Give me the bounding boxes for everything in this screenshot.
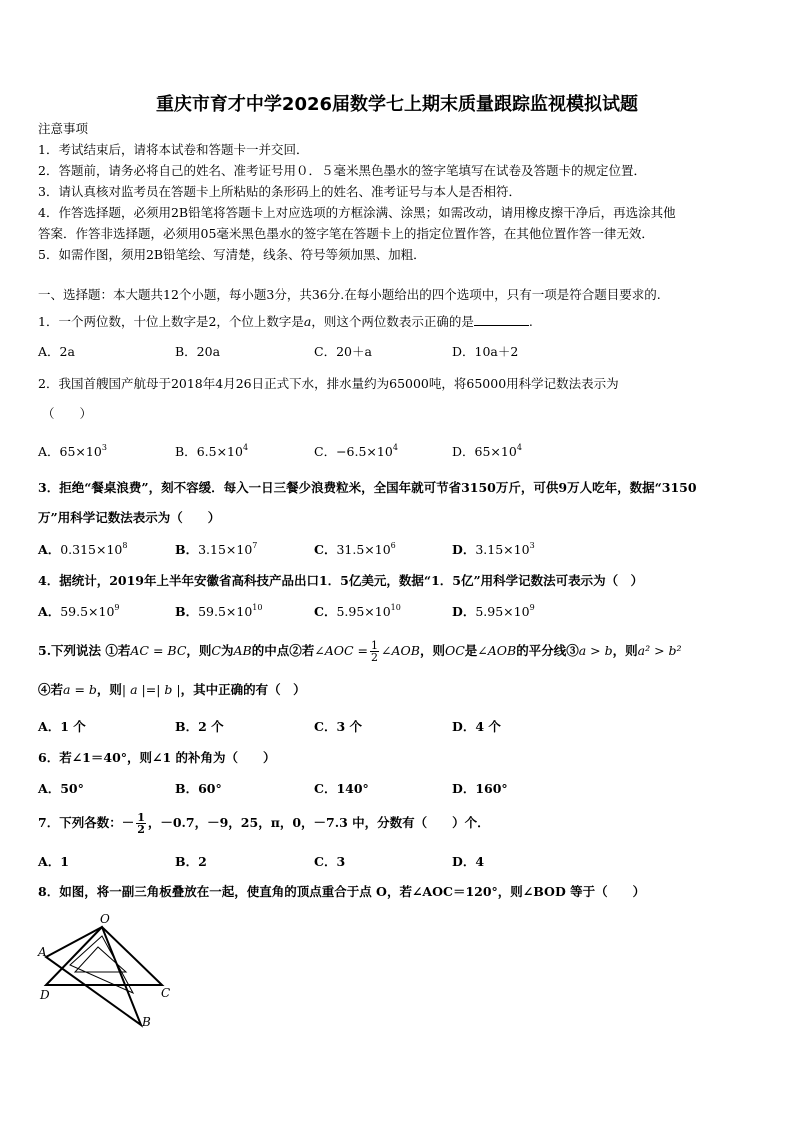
q7-option-b: B．2 (175, 854, 207, 869)
q2-option-a: A．$65\times 10^3$ (38, 443, 107, 459)
notice-heading: 注意事项 (38, 121, 89, 136)
q4-option-a: A．$59.5\times 10^9$ (38, 603, 120, 619)
question-6-stem: 6．若∠1＝40°，则∠1 的补角为（ ） (38, 750, 276, 765)
q2-option-d: D．$65\times 10^4$ (452, 443, 522, 459)
q5-option-b: B．2 个 (175, 719, 224, 734)
notice-item: 4．作答选择题，必须用2B铅笔将答题卡上对应选项的方框涂满、涂黑；如需改动，请用橡皮擦干净后，再选涂其他 (38, 205, 676, 220)
q6-option-a: A．50° (38, 781, 84, 796)
triangle-odc (46, 927, 162, 985)
triangle-lines (46, 927, 162, 1025)
q2-option-c: C．$-6.5\times 10^4$ (314, 443, 398, 459)
fraction-one-half: $\frac{1}{2}$ (137, 811, 145, 836)
q3-option-b: B．$3.15\times 10^7$ (175, 541, 258, 557)
q4-option-d: D．$5.95\times 10^9$ (452, 603, 535, 619)
section-heading: 一、选择题：本大题共12个小题，每小题3分，共36分.在每小题给出的四个选项中，只有一项是符合题目要求的. (38, 287, 661, 302)
q6-option-c: C．140° (314, 781, 369, 796)
q5-option-a: A．1 个 (38, 719, 86, 734)
q4-option-c: C．$5.95\times 10^{10}$ (314, 603, 401, 619)
question-5-line1: 5.下列说法 ①若AC = BC，则C为AB的中点②若∠AOC = $\frac{1}{2}$ ∠AOB，则OC是∠AOB的平分线③a > b，则a² > b² (38, 639, 682, 664)
q1-option-c: C．20＋a (314, 344, 372, 359)
q5-option-d: D．4 个 (452, 719, 501, 734)
question-8-stem: 8．如图，将一副三角板叠放在一起，使直角的顶点重合于点 O，若∠AOC＝120°，则∠BOD 等于（ ） (38, 884, 646, 899)
q3-option-c: C．$31.5\times 10^6$ (314, 541, 396, 557)
question-1-stem: 1．一个两位数，十位上数字是2，个位上数字是a，则这个两位数表示正确的是 . (38, 314, 533, 329)
q7-option-c: C．3 (314, 854, 346, 869)
q6-option-b: B．60° (175, 781, 222, 796)
question-2-paren: （ ） (42, 406, 93, 421)
question-3-line2: 万”用科学记数法表示为（ ） (38, 510, 221, 525)
question-7-stem: 7．下列各数：－ $\frac{1}{2}$ ，－0.7，－9，25，π，0，－7.3 中，分数有（ ）个． (38, 811, 490, 836)
question-2-stem: 2．我国首艘国产航母于2018年4月26日正式下水，排水量约为65000吨，将65000用科学记数法表示为 (38, 376, 619, 391)
q5-option-c: C．3 个 (314, 719, 362, 734)
q1-option-b: B．20a (175, 344, 221, 359)
q1-option-a: A．2a (38, 344, 75, 359)
question-3-line1: 3．拒绝“餐桌浪费”，刻不容缓．每入一日三餐少浪费粒米，全国年就可节省3150万斤，可供9万人吃年，数据“3150 (38, 480, 697, 495)
notice-item: 5．如需作图，须用2B铅笔绘、写清楚，线条、符号等须加黑、加粗． (38, 247, 426, 262)
q6-option-d: D．160° (452, 781, 508, 796)
label-o: O (100, 912, 110, 926)
question-5-line2: ④若a = b，则| a |=| b |，其中正确的有（ ） (38, 682, 306, 697)
q3-option-a: A．$0.315\times 10^8$ (38, 541, 128, 557)
question-4-stem: 4．据统计，2019年上半年安徽省高科技产品出口1．5亿美元，数据“1．5亿”用科学记数法可表示为（ ） (38, 573, 644, 588)
q7-option-d: D．4 (452, 854, 485, 869)
label-a: A (38, 945, 47, 959)
q3-option-d: D．$3.15\times 10^3$ (452, 541, 535, 557)
label-b: B (142, 1015, 151, 1029)
q2-option-b: B．$6.5\times 10^4$ (175, 443, 249, 459)
label-d: D (40, 988, 50, 1002)
notice-item: 3．请认真核对监考员在答题卡上所粘贴的条形码上的姓名、准考证号与本人是否相符． (38, 184, 521, 199)
q4-option-b: B．$59.5\times 10^{10}$ (175, 603, 263, 619)
triangle-oab (46, 927, 141, 1025)
triangle-figure (30, 910, 190, 1035)
notice-item: 答案．作答非选择题，必须用05毫米黑色墨水的签字笔在答题卡上的指定位置作答，在其他位置作答一律无效． (38, 226, 654, 241)
q7-option-a: A．1 (38, 854, 69, 869)
notice-item: 2．答题前，请务必将自己的姓名、准考证号用０．５毫米黑色墨水的签字笔填写在试卷及答题卡的规定位置． (38, 163, 646, 178)
q1-option-d: D．10a＋2 (452, 344, 519, 359)
page-title: 重庆市育才中学2026届数学七上期末质量跟踪监视模拟试题 (155, 94, 639, 115)
label-c: C (161, 986, 171, 1000)
answer-blank (474, 315, 529, 326)
fraction-one-half: $\frac{1}{2}$ (371, 639, 379, 664)
notice-item: 1．考试结束后，请将本试卷和答题卡一并交回． (38, 142, 309, 157)
